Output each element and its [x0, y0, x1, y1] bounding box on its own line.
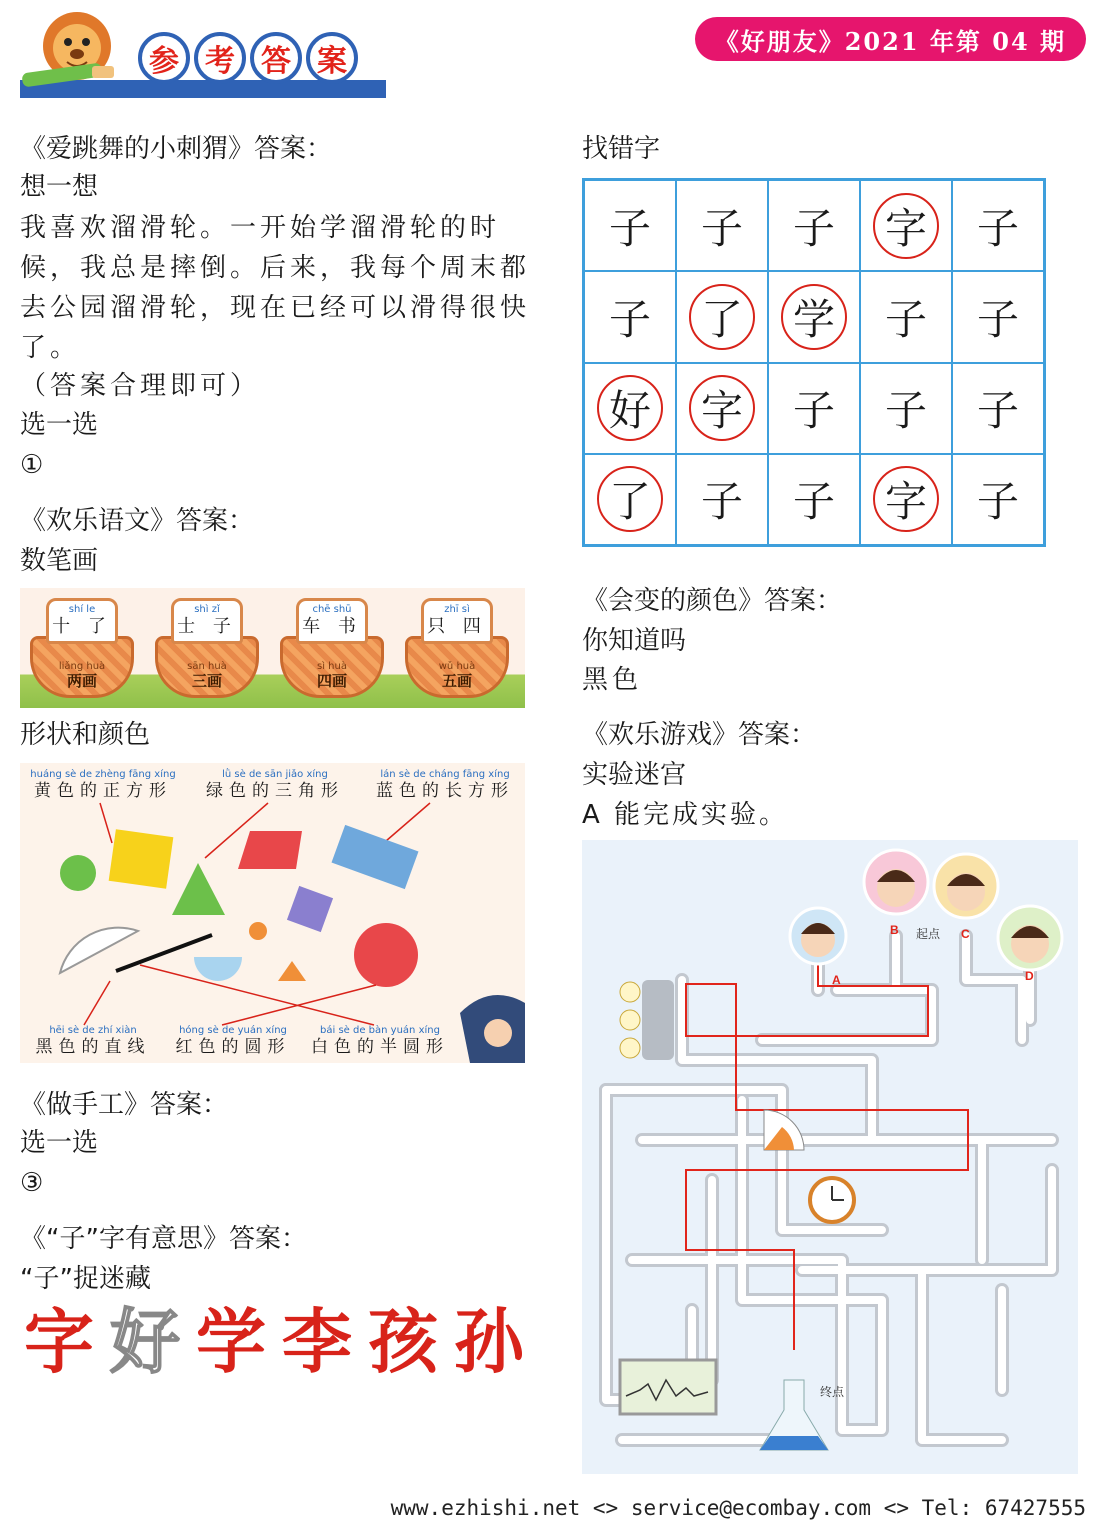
grid-cell: [952, 180, 1044, 271]
grid-char: 子: [792, 386, 835, 436]
game-answer: A 能完成实验。: [582, 800, 789, 830]
monitor-icon: [620, 1360, 716, 1414]
title-char: 参: [138, 32, 190, 84]
flask-icon: [760, 1380, 828, 1450]
clock-icon: [810, 1178, 854, 1222]
basket-chars: 士 子: [177, 616, 237, 637]
title-char: 考: [194, 32, 246, 84]
basket-count: 三画: [191, 672, 222, 690]
shape-label: lǜ sè de sān jiǎo xíng 绿色的三角形: [206, 769, 344, 801]
basket-chars: 车 书: [302, 616, 362, 637]
lion-mascot-icon: [22, 10, 132, 95]
maze-letter-a: A: [832, 973, 841, 987]
game-title: 《欢乐游戏》答案：: [582, 720, 817, 750]
footer-contact: www.ezhishi.net <> service@ecombay.com <> Tel: 67427555: [390, 1496, 1086, 1520]
grid-cell: [676, 271, 768, 362]
shapes-illustration: [20, 763, 525, 1063]
know-label: 你知道吗: [582, 626, 687, 656]
zi-char: 孩: [368, 1300, 438, 1383]
light-bulb-icon: [620, 980, 674, 1060]
grid-cell: [676, 363, 768, 454]
grid-char: 子: [700, 203, 743, 253]
grid-cell: [768, 271, 860, 362]
grid-cell: [768, 363, 860, 454]
grid-cell: [860, 180, 952, 271]
grid-cell: [860, 454, 952, 545]
shape-label: hēi sè de zhí xiàn 黑色的直线: [35, 1025, 151, 1057]
grid-cell: [584, 454, 676, 545]
handcraft-title: 《做手工》答案：: [20, 1090, 229, 1120]
title-char: 答: [250, 32, 302, 84]
issue-badge: 《好朋友》2021 年第 04 期: [695, 17, 1086, 61]
basket: [30, 598, 134, 702]
grid-cell: [584, 363, 676, 454]
kid-avatar-icon: [998, 906, 1062, 970]
choice-answer: ①: [20, 450, 44, 480]
shape-label: huáng sè de zhèng fāng xíng 黄色的正方形: [30, 769, 176, 801]
basket-count-pinyin: sì huà: [317, 661, 347, 672]
basket-pinyin: chē shū: [312, 604, 352, 615]
maze-end-label: 终点: [820, 1385, 845, 1399]
circled-char: 好: [597, 375, 663, 441]
choose-label: 选一选: [20, 410, 99, 440]
grid-char: 子: [608, 294, 651, 344]
maze-start-label: 起点: [916, 927, 941, 941]
zi-char: 字: [24, 1300, 94, 1383]
grid-char: 子: [884, 386, 927, 436]
maze-letter-b: B: [890, 923, 899, 937]
color-answer: 黑色: [582, 665, 643, 695]
color-title: 《会变的颜色》答案：: [582, 586, 843, 616]
answer-paragraph: 我喜欢溜滑轮。一开始学溜滑轮的时候，我总是摔倒。后来，我每个周末都去公园溜滑轮，现在已经可以滑得很快了。: [20, 213, 531, 363]
grid-char: 子: [976, 386, 1019, 436]
maze-letter-d: D: [1025, 969, 1034, 983]
basket-pinyin: shí le: [68, 604, 96, 615]
basket-illustration: [20, 588, 525, 708]
grid-cell: [768, 454, 860, 545]
shape-label: bái sè de bàn yuán xíng 白色的半圆形: [311, 1025, 449, 1057]
zi-char: 学: [196, 1300, 266, 1383]
hedgehog-title: 《爱跳舞的小刺猬》答案：: [20, 134, 333, 164]
kid-avatar-icon: [864, 850, 928, 914]
grid-cell: [768, 180, 860, 271]
grid-cell: [676, 454, 768, 545]
strokes-label: 数笔画: [20, 546, 99, 576]
circled-char: 了: [597, 466, 663, 532]
basket: [280, 598, 384, 702]
basket-count-pinyin: liǎng huà: [58, 661, 106, 672]
grid-char: 子: [976, 477, 1019, 527]
choice-answer: ③: [20, 1168, 44, 1198]
shapes-drawing: [20, 763, 525, 1063]
grid-cell: [952, 454, 1044, 545]
basket-count: 两画: [66, 672, 97, 690]
page-title: [138, 32, 358, 84]
circled-char: 字: [873, 193, 939, 259]
grid-cell: [860, 271, 952, 362]
grid-char: 子: [884, 294, 927, 344]
title-char: 案: [306, 32, 358, 84]
hide-label: “子”捉迷藏: [20, 1264, 151, 1294]
find-wrong-label: 找错字: [582, 134, 661, 164]
zi-char: 孙: [454, 1300, 524, 1383]
experiment-maze: [582, 840, 1078, 1474]
experiment-maze-svg: [582, 840, 1078, 1474]
shapes-label: 形状和颜色: [20, 720, 151, 750]
basket-chars: 只 四: [427, 616, 487, 637]
grid-char: 子: [792, 477, 835, 527]
character-grid: [582, 178, 1046, 547]
basket: [155, 598, 259, 702]
grid-cell: [584, 180, 676, 271]
grid-cell: [952, 363, 1044, 454]
grid-cell: [676, 180, 768, 271]
grid-char: 子: [608, 203, 651, 253]
grid-cell: [584, 271, 676, 362]
grid-char: 子: [976, 203, 1019, 253]
basket-count: 四画: [316, 672, 347, 690]
circled-char: 学: [781, 284, 847, 350]
grid-cell: [952, 271, 1044, 362]
basket: [405, 598, 509, 702]
basket-chars: 十 了: [52, 616, 112, 637]
maze-label: 实验迷宫: [582, 760, 687, 790]
kid-avatar-icon: [790, 908, 846, 964]
zi-title: 《“子”字有意思》答案：: [20, 1224, 307, 1254]
shape-label: hóng sè de yuán xíng 红色的圆形: [175, 1025, 291, 1057]
basket-pinyin: shì zǐ: [194, 604, 220, 615]
zi-char: 好: [110, 1300, 180, 1383]
gauge-icon: [764, 1110, 804, 1150]
choose-label: 选一选: [20, 1128, 99, 1158]
basket-count-pinyin: wǔ huà: [438, 661, 476, 672]
kid-avatar-icon: [934, 854, 998, 918]
zi-char: 李: [282, 1300, 352, 1383]
grid-char: 子: [976, 294, 1019, 344]
circled-char: 了: [689, 284, 755, 350]
grid-char: 子: [700, 477, 743, 527]
basket-pinyin: zhī sì: [444, 604, 470, 615]
yuwen-title: 《欢乐语文》答案：: [20, 506, 255, 536]
think-label: 想一想: [20, 172, 99, 202]
shape-label: lán sè de cháng fāng xíng 蓝色的长方形: [376, 769, 514, 801]
zi-characters: [20, 1300, 528, 1384]
maze-letter-c: C: [961, 927, 970, 941]
basket-count: 五画: [441, 672, 472, 690]
grid-char: 子: [792, 203, 835, 253]
circled-char: 字: [689, 375, 755, 441]
grid-cell: [860, 363, 952, 454]
basket-count-pinyin: sān huà: [187, 661, 227, 672]
circled-char: 字: [873, 466, 939, 532]
answer-note: （答案合理即可）: [20, 371, 261, 401]
